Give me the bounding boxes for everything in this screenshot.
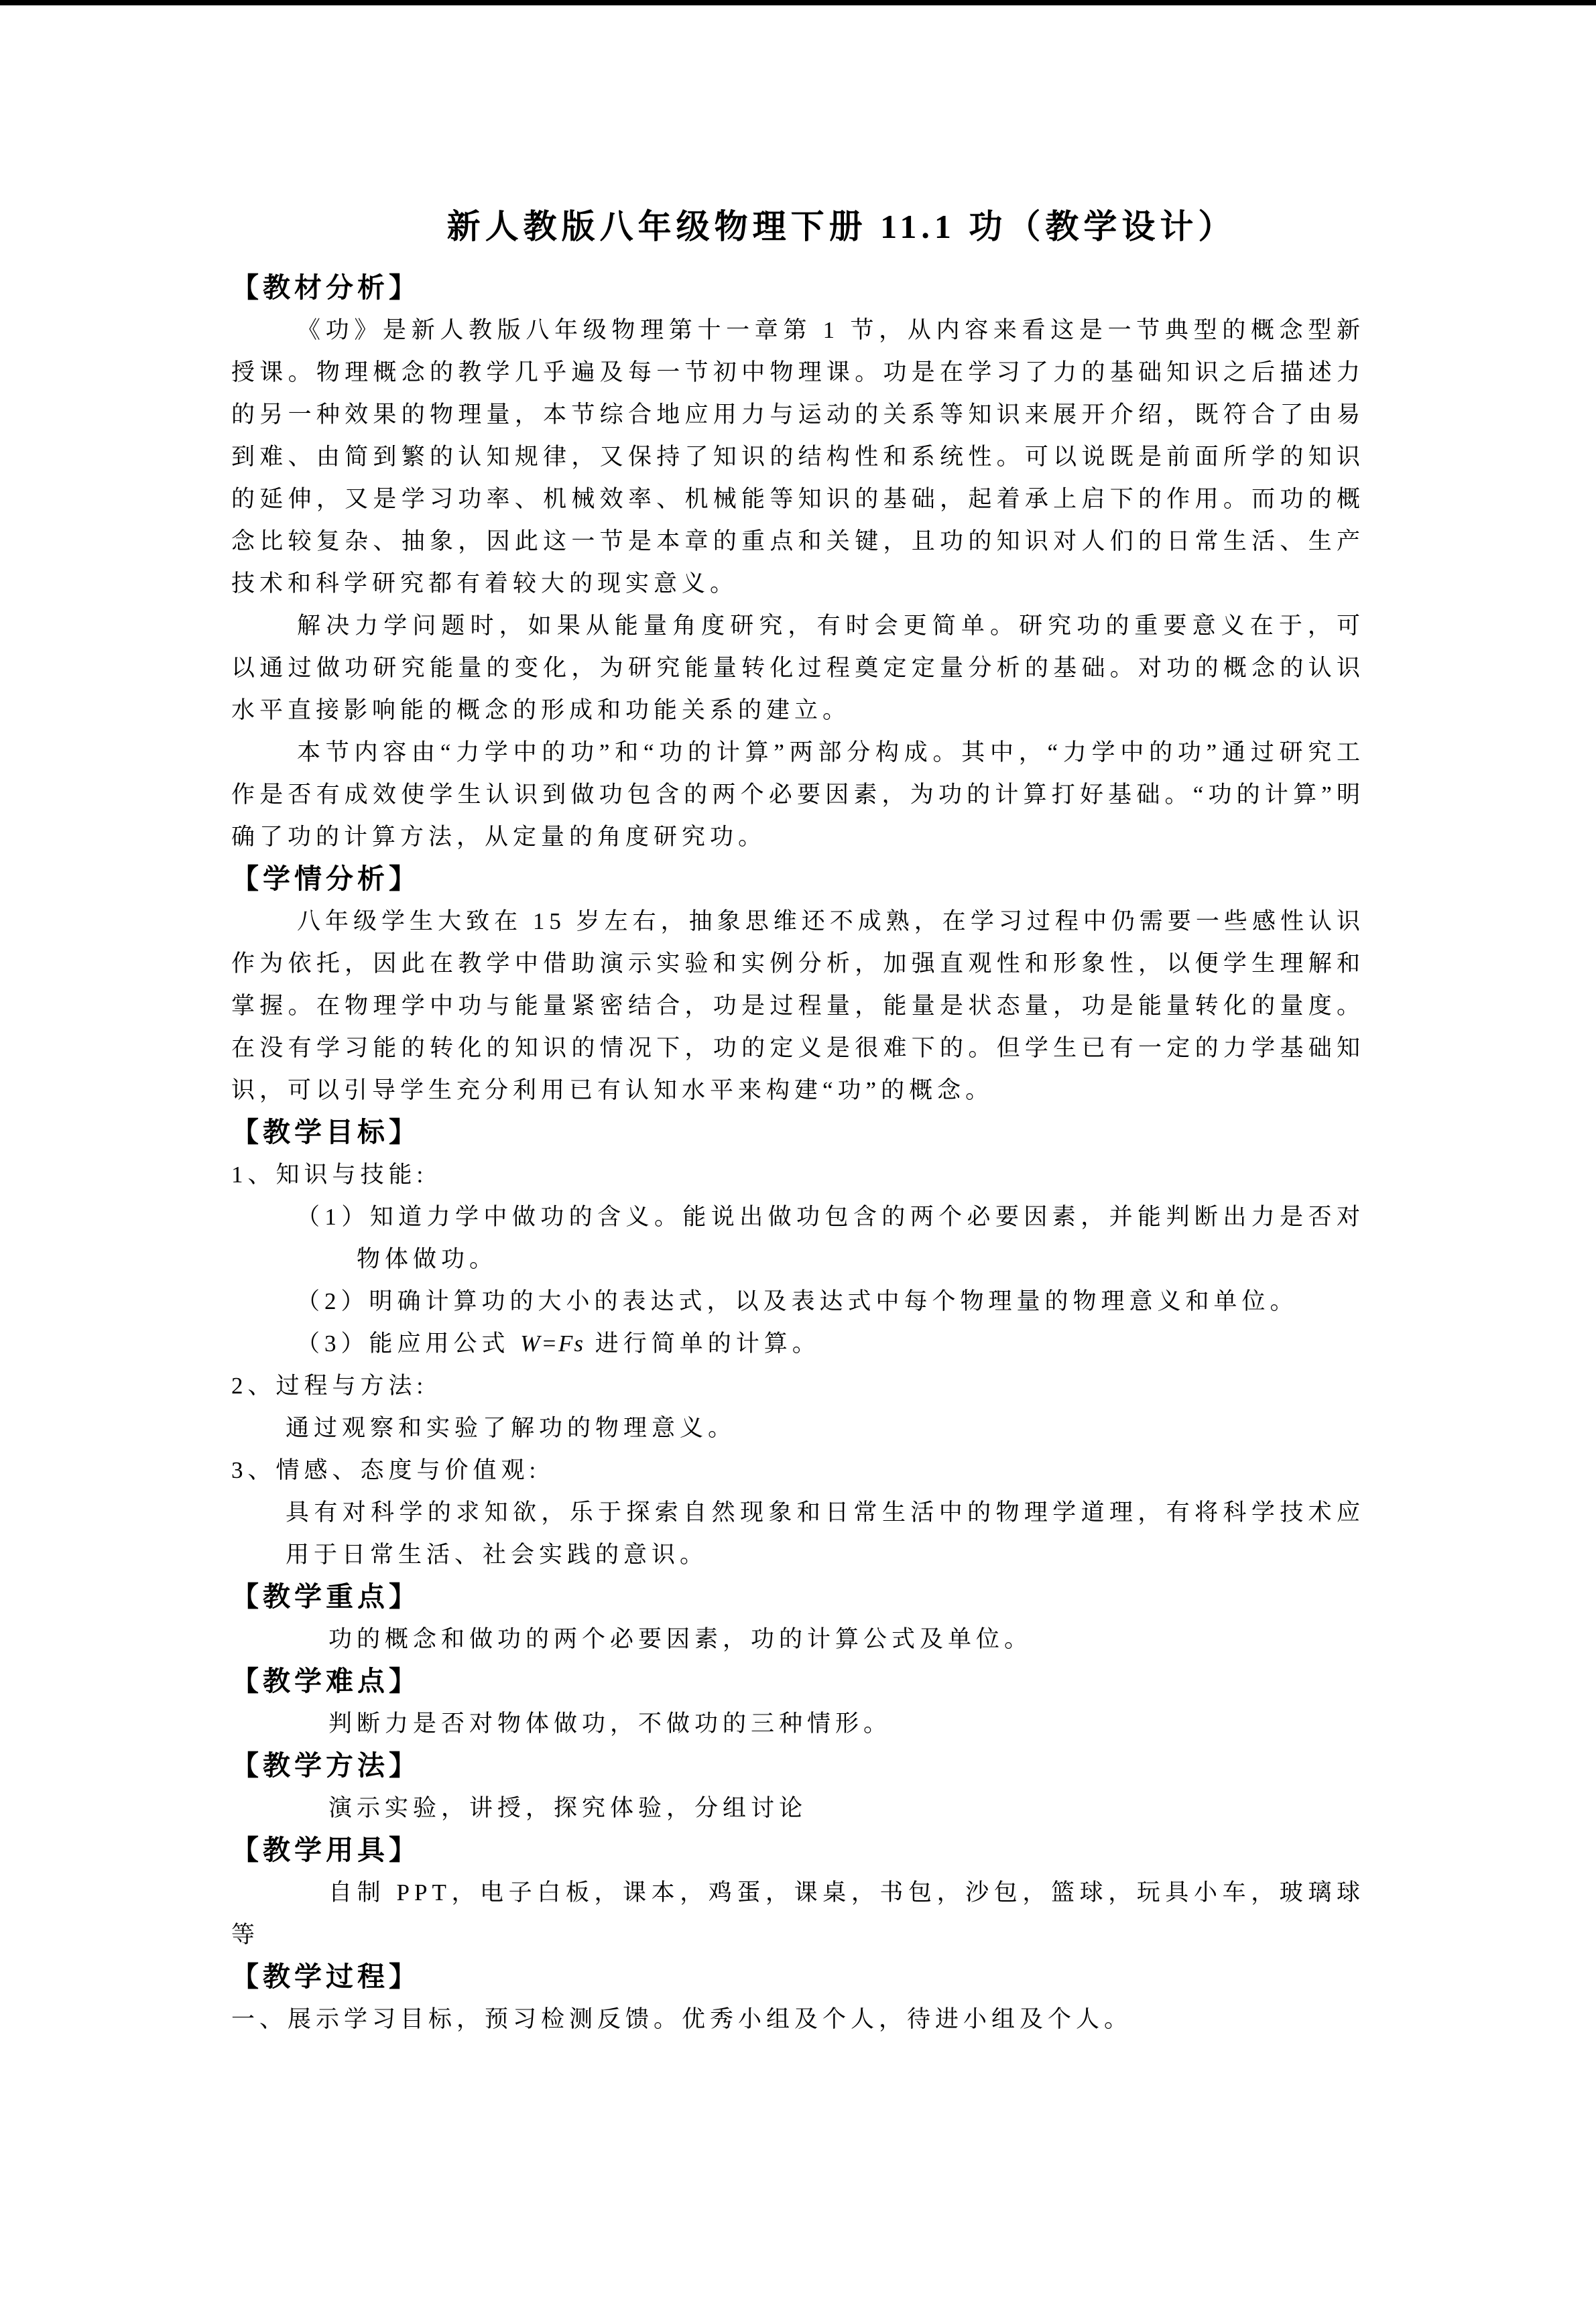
section-teaching-process: [231, 1956, 1365, 2040]
teaching-difficulty-heading: 【教学难点】: [231, 1666, 420, 1696]
teaching-goals-heading: 【教学目标】: [231, 1117, 420, 1147]
doc-title: 新人教版八年级物理下册 11.1 功（教学设计）: [446, 208, 1237, 245]
paragraph: 判断力是否对物体做功，不做功的三种情形。: [328, 1711, 892, 1737]
paragraph: 《功》是新人教版八年级物理第十一章第 1 节，从内容来看这是一节典型的概念型新授课。物理概念的教学几乎遍及每一节初中物理课。功是在学习了力的基础知识之后描述力的另一种效果的物理量，本节综合地应用力与运动的关系等知识来展开介绍，既符合了由易到难、由简到繁的认知规律，又保持了知识的结构性和系统性。可以说既是前面所学的知识的延伸，又是学习功率、机械效率、机械能等知识的基础，起着承上启下的作用。而功的概念比较复杂、抽象，因此这一节是本章的重点和关键，且功的知识对人们的日常生活、生产技术和科学研究都有着较大的现实意义。: [231, 317, 1365, 597]
goal-group-3-body: 具有对科学的求知欲，乐于探索自然现象和日常生活中的物理学道理，有将科学技术应用于日常生活、社会实践的意识。: [286, 1499, 1365, 1568]
section-teaching-difficulty: [231, 1660, 1365, 1745]
section-material-analysis: [231, 267, 1365, 858]
work-formula: W=Fs: [520, 1330, 585, 1357]
section-teaching-goals: [231, 1111, 1365, 1576]
goal-group-2-body: 通过观察和实验了解功的物理意义。: [286, 1415, 737, 1441]
goal-item-2: （2）明确计算功的大小的表达式，以及表达式中每个物理量的物理意义和单位。: [296, 1288, 1298, 1314]
top-border-bar: [0, 0, 1596, 5]
paragraph: 演示实验，讲授，探究体验，分组讨论: [328, 1795, 808, 1821]
teaching-methods-heading: 【教学方法】: [231, 1750, 420, 1781]
section-teaching-focus: [231, 1576, 1365, 1660]
goal-group-1-label: 1、知识与技能:: [231, 1162, 428, 1188]
teaching-focus-heading: 【教学重点】: [231, 1581, 420, 1612]
goal-group-2-label: 2、过程与方法:: [231, 1373, 428, 1399]
paragraph: 本节内容由“力学中的功”和“功的计算”两部分构成。其中，“力学中的功”通过研究工作是否有成效使学生认识到做功包含的两个必要因素，为功的计算打好基础。“功的计算”明确了功的计算方法，从定量的角度研究功。: [231, 739, 1365, 850]
document-page: [0, 5, 1596, 2299]
goal-item-1: （1）知道力学中做功的含义。能说出做功包含的两个必要因素，并能判断出力是否对物体做功。: [296, 1204, 1365, 1272]
goal-item-3-text: （3）能应用公式: [296, 1330, 521, 1357]
paragraph: 八年级学生大致在 15 岁左右，抽象思维还不成熟，在学习过程中仍需要一些感性认识作为依托，因此在教学中借助演示实验和实例分析，加强直观性和形象性，以便学生理解和掌握。在物理学中功与能量紧密结合，功是过程量，能量是状态量，功是能量转化的量度。在没有学习能的转化的知识的情况下，功的定义是很难下的。但学生已有一定的力学基础知识，可以引导学生充分利用已有认知水平来构建“功”的概念。: [231, 908, 1365, 1103]
section-learner-analysis: [231, 858, 1365, 1111]
teaching-aids-heading: 【教学用具】: [231, 1835, 420, 1865]
teaching-process-heading: 【教学过程】: [231, 1961, 420, 1992]
paragraph: 功的概念和做功的两个必要因素，功的计算公式及单位。: [328, 1626, 1033, 1652]
section-teaching-methods: [231, 1745, 1365, 1829]
material-analysis-heading: 【教材分析】: [231, 272, 420, 303]
learner-analysis-heading: 【学情分析】: [231, 863, 420, 894]
paragraph: 解决力学问题时，如果从能量角度研究，有时会更简单。研究功的重要意义在于，可以通过做功研究能量的变化，为研究能量转化过程奠定定量分析的基础。对功的概念的认识水平直接影响能的概念的形成和功能关系的建立。: [231, 613, 1365, 723]
paragraph: 一、展示学习目标，预习检测反馈。优秀小组及个人，待进小组及个人。: [231, 2006, 1133, 2032]
section-teaching-aids: [231, 1829, 1365, 1956]
goal-item-3-text-end: 进行简单的计算。: [585, 1330, 820, 1357]
goal-group-3-label: 3、情感、态度与价值观:: [231, 1457, 541, 1483]
paragraph: 自制 PPT，电子白板，课本，鸡蛋，课桌，书包，沙包，篮球，玩具小车，玻璃球等: [231, 1879, 1365, 1948]
goal-item-3: [231, 1322, 1365, 1365]
